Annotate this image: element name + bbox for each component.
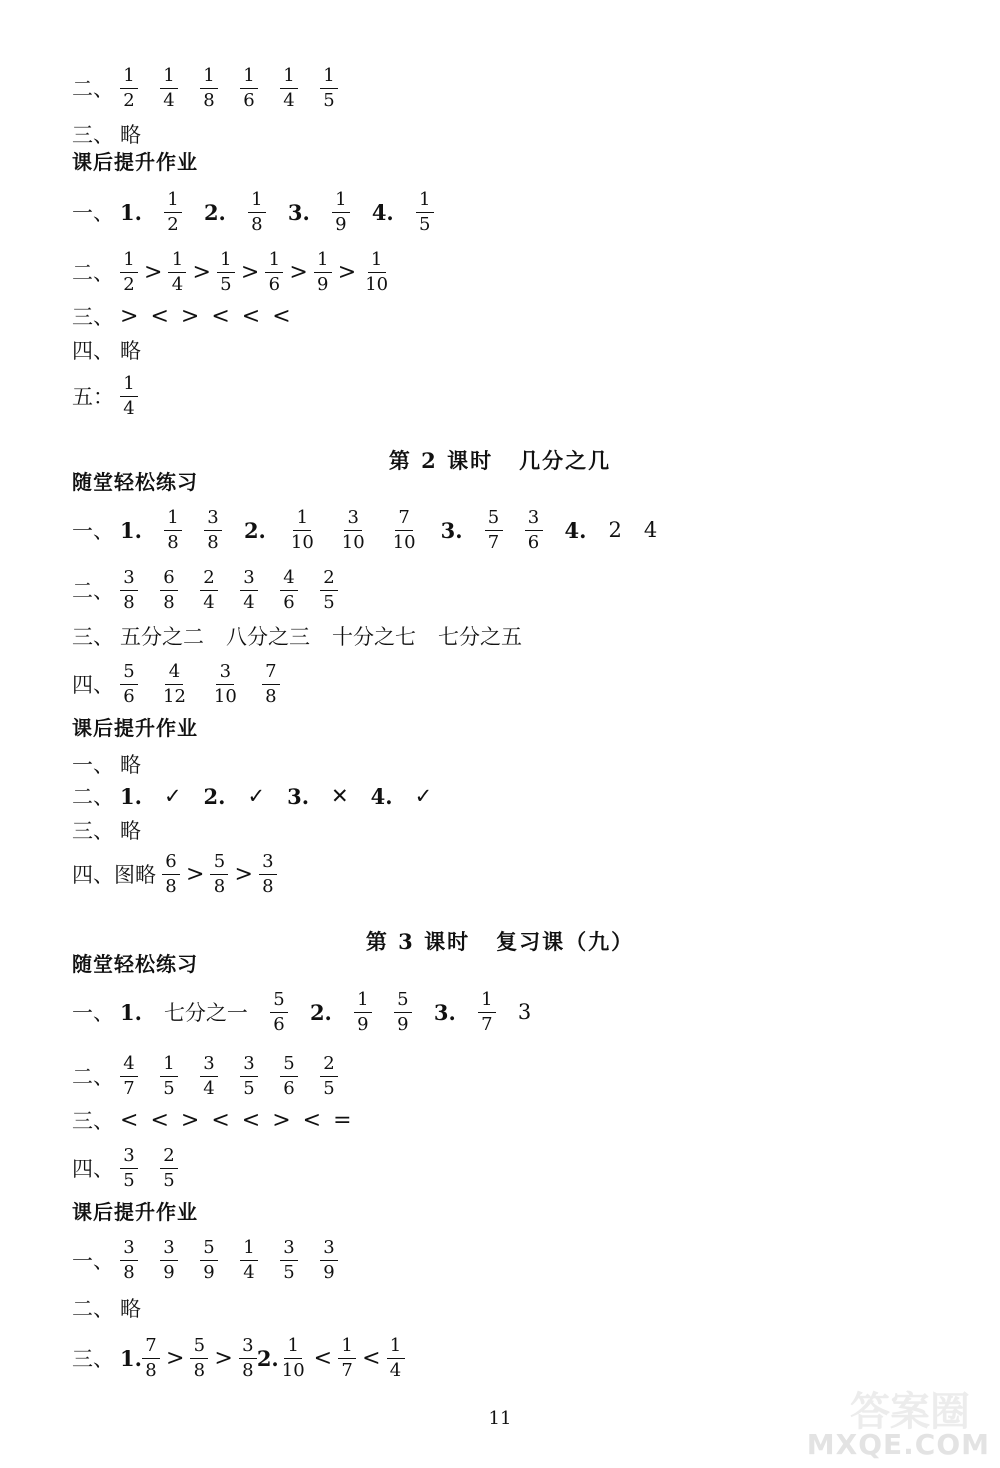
section-heading: 课后提升作业 bbox=[72, 715, 198, 740]
fraction bbox=[387, 1334, 405, 1381]
watermark-url: MXQE.COM bbox=[806, 1428, 990, 1461]
fraction-numerator: 1 bbox=[164, 509, 182, 531]
fraction-numerator: 1 bbox=[280, 67, 298, 89]
answer-line bbox=[72, 500, 657, 560]
fraction bbox=[164, 188, 182, 235]
fraction-numerator: 1 bbox=[314, 251, 332, 273]
comparison-symbol: > bbox=[289, 259, 308, 285]
question-prefix: 一、 bbox=[72, 519, 114, 543]
sub-question-number: 1. bbox=[120, 1345, 142, 1371]
comparison-symbol: < bbox=[241, 303, 261, 329]
fraction bbox=[200, 1236, 218, 1283]
fraction bbox=[485, 506, 503, 553]
fraction-numerator: 1 bbox=[160, 67, 178, 89]
fraction bbox=[160, 1144, 178, 1191]
fraction-numerator: 3 bbox=[240, 569, 258, 591]
fraction bbox=[332, 188, 350, 235]
fraction-numerator: 1 bbox=[120, 375, 138, 397]
fraction-denominator: 2 bbox=[123, 89, 135, 111]
answer-text: ✕ bbox=[331, 784, 349, 808]
question-prefix: 二、 bbox=[72, 579, 114, 603]
fraction-numerator: 4 bbox=[165, 663, 183, 685]
fraction-denominator: 8 bbox=[145, 1359, 157, 1381]
sub-question-number: 3. bbox=[440, 517, 463, 543]
fraction-numerator: 4 bbox=[120, 1055, 138, 1077]
comparison-symbol: < bbox=[150, 303, 169, 329]
sub-question-number: 1. bbox=[120, 199, 142, 225]
section-heading: 随堂轻松练习 bbox=[72, 951, 198, 976]
sub-question-number: 1. bbox=[120, 517, 142, 543]
fraction-denominator: 4 bbox=[243, 1261, 255, 1283]
sub-question-number: 3. bbox=[287, 199, 310, 225]
fraction-numerator: 3 bbox=[320, 1239, 338, 1261]
question-prefix: 三、 bbox=[72, 819, 114, 843]
fraction bbox=[338, 1334, 356, 1381]
fraction-numerator: 7 bbox=[395, 509, 413, 531]
answer-text: 略 bbox=[120, 819, 141, 843]
fraction-denominator: 8 bbox=[262, 875, 274, 897]
fraction-numerator: 1 bbox=[416, 191, 434, 213]
fraction-numerator: 1 bbox=[240, 67, 258, 89]
fraction-denominator: 4 bbox=[283, 89, 295, 111]
fraction-numerator: 5 bbox=[394, 991, 412, 1013]
sub-question-number: 3. bbox=[433, 999, 456, 1025]
fraction-denominator: 4 bbox=[163, 89, 175, 111]
fraction-numerator: 3 bbox=[239, 1337, 257, 1359]
fraction-numerator: 1 bbox=[368, 251, 386, 273]
fraction bbox=[390, 506, 419, 553]
comparison-symbol: < bbox=[241, 1107, 261, 1133]
fraction-numerator: 7 bbox=[142, 1337, 160, 1359]
answer-text: 3 bbox=[517, 1000, 532, 1024]
question-prefix: 二、 bbox=[72, 1297, 114, 1321]
fraction-denominator: 8 bbox=[123, 591, 135, 613]
answer-text: 十分之七 bbox=[332, 625, 416, 649]
question-prefix: 四、 bbox=[72, 1157, 114, 1181]
answer-text: 略 bbox=[120, 753, 141, 777]
question-prefix: 四、 bbox=[72, 339, 114, 363]
fraction bbox=[354, 988, 372, 1035]
fraction-numerator: 1 bbox=[120, 251, 138, 273]
answer-text: 七分之五 bbox=[438, 625, 522, 649]
fraction-numerator: 3 bbox=[120, 1239, 138, 1261]
fraction-numerator: 5 bbox=[200, 1239, 218, 1261]
comparison-symbol: > bbox=[165, 1345, 185, 1371]
fraction bbox=[142, 1334, 160, 1381]
fraction bbox=[162, 850, 180, 897]
fraction bbox=[120, 660, 138, 707]
fraction-numerator: 5 bbox=[190, 1337, 208, 1359]
lesson-number: 第 3 课时 bbox=[365, 929, 471, 954]
fraction bbox=[320, 64, 338, 111]
answer-text: ✓ bbox=[414, 784, 433, 808]
fraction-numerator: 1 bbox=[332, 191, 350, 213]
fraction bbox=[240, 1236, 258, 1283]
fraction-numerator: 3 bbox=[525, 509, 543, 531]
answer-line bbox=[72, 1138, 178, 1198]
fraction-numerator: 1 bbox=[354, 991, 372, 1013]
fraction-numerator: 1 bbox=[248, 191, 266, 213]
fraction-denominator: 5 bbox=[323, 89, 335, 111]
fraction bbox=[240, 64, 258, 111]
fraction bbox=[478, 988, 496, 1035]
fraction-numerator: 1 bbox=[120, 67, 138, 89]
question-prefix: 二、 bbox=[72, 77, 114, 101]
fraction-denominator: 10 bbox=[365, 273, 389, 295]
question-prefix: 二、 bbox=[72, 785, 114, 809]
fraction-denominator: 5 bbox=[323, 1077, 335, 1099]
fraction-numerator: 3 bbox=[200, 1055, 218, 1077]
fraction-numerator: 5 bbox=[120, 663, 138, 685]
fraction-denominator: 8 bbox=[251, 213, 263, 235]
answer-line bbox=[72, 844, 277, 904]
answer-text: 2 bbox=[608, 518, 622, 542]
fraction-numerator: 3 bbox=[280, 1239, 298, 1261]
fraction-numerator: 7 bbox=[262, 663, 280, 685]
fraction-numerator: 1 bbox=[164, 191, 182, 213]
fraction bbox=[525, 506, 543, 553]
fraction-denominator: 8 bbox=[207, 531, 219, 553]
question-prefix: 三、 bbox=[72, 1109, 114, 1133]
fraction-denominator: 6 bbox=[268, 273, 281, 295]
fraction-denominator: 8 bbox=[265, 685, 277, 707]
fraction-denominator: 6 bbox=[273, 1013, 285, 1035]
question-prefix: 三、 bbox=[72, 305, 114, 329]
answer-line bbox=[72, 982, 531, 1042]
comparison-symbol: > bbox=[144, 259, 163, 285]
fraction-numerator: 6 bbox=[160, 569, 178, 591]
fraction-denominator: 6 bbox=[243, 89, 255, 111]
fraction-denominator: 8 bbox=[213, 875, 226, 897]
fraction-denominator: 2 bbox=[167, 213, 179, 235]
sub-question-number: 4. bbox=[564, 517, 587, 543]
comparison-symbol: > bbox=[337, 259, 357, 285]
fraction-numerator: 1 bbox=[217, 251, 235, 273]
fraction-numerator: 1 bbox=[478, 991, 496, 1013]
fraction-denominator: 9 bbox=[323, 1261, 335, 1283]
answer-text: ✓ bbox=[247, 784, 266, 808]
comparison-symbol: < bbox=[120, 1107, 139, 1133]
question-prefix: 一、 bbox=[72, 1249, 114, 1273]
question-prefix: 二、 bbox=[72, 261, 114, 285]
fraction-numerator: 5 bbox=[210, 853, 228, 875]
fraction-denominator: 6 bbox=[283, 591, 295, 613]
answer-line bbox=[72, 654, 280, 714]
section-heading: 课后提升作业 bbox=[72, 1199, 198, 1224]
fraction-denominator: 5 bbox=[323, 591, 335, 613]
sub-question-number: 4. bbox=[370, 783, 393, 809]
fraction-denominator: 4 bbox=[243, 591, 255, 613]
question-prefix: 一、 bbox=[72, 1001, 114, 1025]
question-prefix: 三、 bbox=[72, 1347, 114, 1371]
fraction bbox=[416, 188, 434, 235]
fraction bbox=[259, 850, 277, 897]
fraction-denominator: 4 bbox=[123, 397, 135, 419]
answer-line bbox=[72, 182, 434, 242]
fraction-denominator: 5 bbox=[220, 273, 232, 295]
answer-text: 七分之一 bbox=[163, 1001, 248, 1025]
fraction-numerator: 3 bbox=[120, 1147, 138, 1169]
comparison-symbol: < bbox=[211, 303, 230, 329]
comparison-symbol: > bbox=[234, 861, 253, 887]
fraction-denominator: 5 bbox=[123, 1169, 135, 1191]
question-prefix: 五： bbox=[72, 385, 114, 409]
fraction-denominator: 8 bbox=[167, 531, 179, 553]
fraction-numerator: 1 bbox=[265, 251, 283, 273]
fraction bbox=[211, 660, 240, 707]
fraction-denominator: 4 bbox=[203, 591, 215, 613]
fraction-numerator: 4 bbox=[280, 569, 298, 591]
comparison-symbol: < bbox=[362, 1345, 381, 1371]
fraction-denominator: 8 bbox=[163, 591, 175, 613]
section-heading: 课后提升作业 bbox=[72, 149, 198, 174]
fraction-denominator: 5 bbox=[163, 1077, 175, 1099]
fraction-numerator: 2 bbox=[320, 569, 338, 591]
lesson-name: 复习课（九） bbox=[496, 929, 635, 954]
fraction bbox=[160, 1236, 178, 1283]
sub-question-number: 4. bbox=[371, 199, 394, 225]
fraction-numerator: 1 bbox=[320, 67, 338, 89]
comparison-symbol: < bbox=[302, 1107, 322, 1133]
fraction-denominator: 5 bbox=[243, 1077, 255, 1099]
fraction-numerator: 1 bbox=[200, 67, 218, 89]
section-heading: 随堂轻松练习 bbox=[72, 469, 198, 494]
comparison-symbol: < bbox=[150, 1107, 169, 1133]
sub-question-number: 3. bbox=[287, 783, 310, 809]
fraction-numerator: 5 bbox=[270, 991, 288, 1013]
fraction-numerator: 3 bbox=[344, 509, 362, 531]
lesson-name: 几分之几 bbox=[519, 448, 612, 473]
sub-question-number: 2. bbox=[256, 1345, 279, 1371]
comparison-symbol: > bbox=[180, 303, 200, 329]
answer-line bbox=[72, 366, 138, 426]
comparison-symbol: > bbox=[180, 1107, 200, 1133]
question-prefix: 四、 bbox=[72, 673, 114, 697]
comparison-symbol: < bbox=[272, 303, 291, 329]
sub-question-number: 2. bbox=[309, 999, 332, 1025]
comparison-symbol: > bbox=[272, 1107, 291, 1133]
fraction-denominator: 6 bbox=[283, 1077, 295, 1099]
fraction bbox=[200, 64, 218, 111]
fraction-numerator: 1 bbox=[387, 1337, 405, 1359]
fraction-numerator: 5 bbox=[485, 509, 503, 531]
fraction-denominator: 10 bbox=[290, 531, 314, 553]
fraction bbox=[339, 506, 368, 553]
fraction bbox=[160, 660, 189, 707]
fraction-denominator: 4 bbox=[203, 1077, 215, 1099]
fraction bbox=[160, 64, 178, 111]
fraction-numerator: 5 bbox=[280, 1055, 298, 1077]
page-number: 11 bbox=[488, 1408, 512, 1429]
fraction-numerator: 1 bbox=[338, 1337, 356, 1359]
watermark-logo: 答案圈 bbox=[850, 1389, 970, 1435]
question-prefix: 一、 bbox=[72, 753, 114, 777]
fraction bbox=[320, 1236, 338, 1283]
question-prefix: 三、 bbox=[72, 123, 114, 147]
fraction-denominator: 9 bbox=[357, 1013, 369, 1035]
fraction-denominator: 4 bbox=[389, 1359, 402, 1381]
fraction-numerator: 2 bbox=[320, 1055, 338, 1077]
fraction-denominator: 6 bbox=[123, 685, 135, 707]
fraction bbox=[164, 506, 182, 553]
comparison-symbol: > bbox=[192, 259, 211, 285]
sub-question-number: 2. bbox=[203, 783, 226, 809]
fraction bbox=[120, 1236, 138, 1283]
fraction bbox=[288, 506, 317, 553]
fraction-denominator: 7 bbox=[487, 531, 500, 553]
fraction-denominator: 8 bbox=[193, 1359, 206, 1381]
fraction-denominator: 9 bbox=[203, 1261, 215, 1283]
fraction-denominator: 9 bbox=[397, 1013, 409, 1035]
sub-question-number: 1. bbox=[120, 783, 142, 809]
fraction-numerator: 3 bbox=[204, 509, 222, 531]
fraction-denominator: 9 bbox=[163, 1261, 175, 1283]
fraction-denominator: 2 bbox=[123, 273, 135, 295]
comparison-symbol: > bbox=[120, 303, 139, 329]
fraction-numerator: 2 bbox=[160, 1147, 178, 1169]
fraction-denominator: 5 bbox=[163, 1169, 175, 1191]
fraction-denominator: 8 bbox=[242, 1359, 254, 1381]
fraction bbox=[210, 850, 228, 897]
answer-line bbox=[72, 1328, 405, 1388]
fraction-denominator: 10 bbox=[213, 685, 237, 707]
question-prefix: 一、 bbox=[72, 201, 114, 225]
comparison-symbol: = bbox=[333, 1107, 352, 1133]
comparison-symbol: > bbox=[214, 1345, 233, 1371]
fraction bbox=[239, 1334, 257, 1381]
answer-text: 4 bbox=[643, 518, 658, 542]
fraction bbox=[279, 1334, 308, 1381]
fraction-numerator: 1 bbox=[160, 1055, 178, 1077]
comparison-symbol: < bbox=[211, 1107, 230, 1133]
fraction bbox=[248, 188, 266, 235]
answer-text: 略 bbox=[120, 1297, 141, 1321]
fraction bbox=[280, 64, 298, 111]
fraction-denominator: 7 bbox=[481, 1013, 493, 1035]
fraction-numerator: 1 bbox=[293, 509, 311, 531]
fraction-denominator: 7 bbox=[123, 1077, 135, 1099]
sub-question-number: 1. bbox=[120, 999, 142, 1025]
comparison-symbol: < bbox=[313, 1345, 333, 1371]
comparison-symbol: > bbox=[186, 861, 205, 887]
fraction bbox=[120, 372, 138, 419]
question-prefix: 四、图略 bbox=[72, 863, 156, 887]
fraction bbox=[204, 506, 222, 553]
fraction-numerator: 1 bbox=[240, 1239, 258, 1261]
fraction bbox=[280, 1236, 298, 1283]
fraction-denominator: 5 bbox=[283, 1261, 295, 1283]
answer-text: 略 bbox=[120, 123, 141, 147]
fraction bbox=[362, 248, 391, 295]
fraction-numerator: 3 bbox=[259, 853, 277, 875]
fraction-numerator: 3 bbox=[216, 663, 234, 685]
fraction-numerator: 6 bbox=[162, 853, 180, 875]
fraction-numerator: 3 bbox=[240, 1055, 258, 1077]
fraction bbox=[120, 1144, 138, 1191]
comparison-symbol: > bbox=[240, 259, 260, 285]
answer-text: 八分之三 bbox=[226, 625, 310, 649]
fraction-denominator: 8 bbox=[165, 875, 177, 897]
fraction-denominator: 12 bbox=[163, 685, 186, 707]
fraction-denominator: 9 bbox=[335, 213, 347, 235]
fraction-denominator: 5 bbox=[419, 213, 431, 235]
fraction-numerator: 1 bbox=[284, 1337, 302, 1359]
fraction-numerator: 3 bbox=[160, 1239, 178, 1261]
fraction-denominator: 7 bbox=[341, 1359, 353, 1381]
answer-text: 略 bbox=[120, 339, 141, 363]
question-prefix: 三、 bbox=[72, 625, 114, 649]
fraction-denominator: 10 bbox=[392, 531, 416, 553]
fraction bbox=[394, 988, 412, 1035]
fraction bbox=[262, 660, 280, 707]
fraction-denominator: 9 bbox=[317, 273, 329, 295]
fraction-denominator: 6 bbox=[527, 531, 540, 553]
fraction bbox=[190, 1334, 208, 1381]
fraction-denominator: 8 bbox=[203, 89, 215, 111]
lesson-number: 第 2 课时 bbox=[388, 448, 494, 473]
sub-question-number: 2. bbox=[203, 199, 226, 225]
fraction-numerator: 3 bbox=[120, 569, 138, 591]
question-prefix: 二、 bbox=[72, 1065, 114, 1089]
fraction-denominator: 4 bbox=[171, 273, 184, 295]
answer-text: ✓ bbox=[163, 784, 182, 808]
fraction-numerator: 2 bbox=[200, 569, 218, 591]
fraction-denominator: 8 bbox=[123, 1261, 135, 1283]
fraction-numerator: 1 bbox=[168, 251, 186, 273]
fraction bbox=[270, 988, 288, 1035]
fraction-denominator: 10 bbox=[281, 1359, 305, 1381]
fraction bbox=[314, 248, 332, 295]
sub-question-number: 2. bbox=[243, 517, 266, 543]
fraction-denominator: 10 bbox=[341, 531, 365, 553]
answer-text: 五分之二 bbox=[120, 625, 204, 649]
